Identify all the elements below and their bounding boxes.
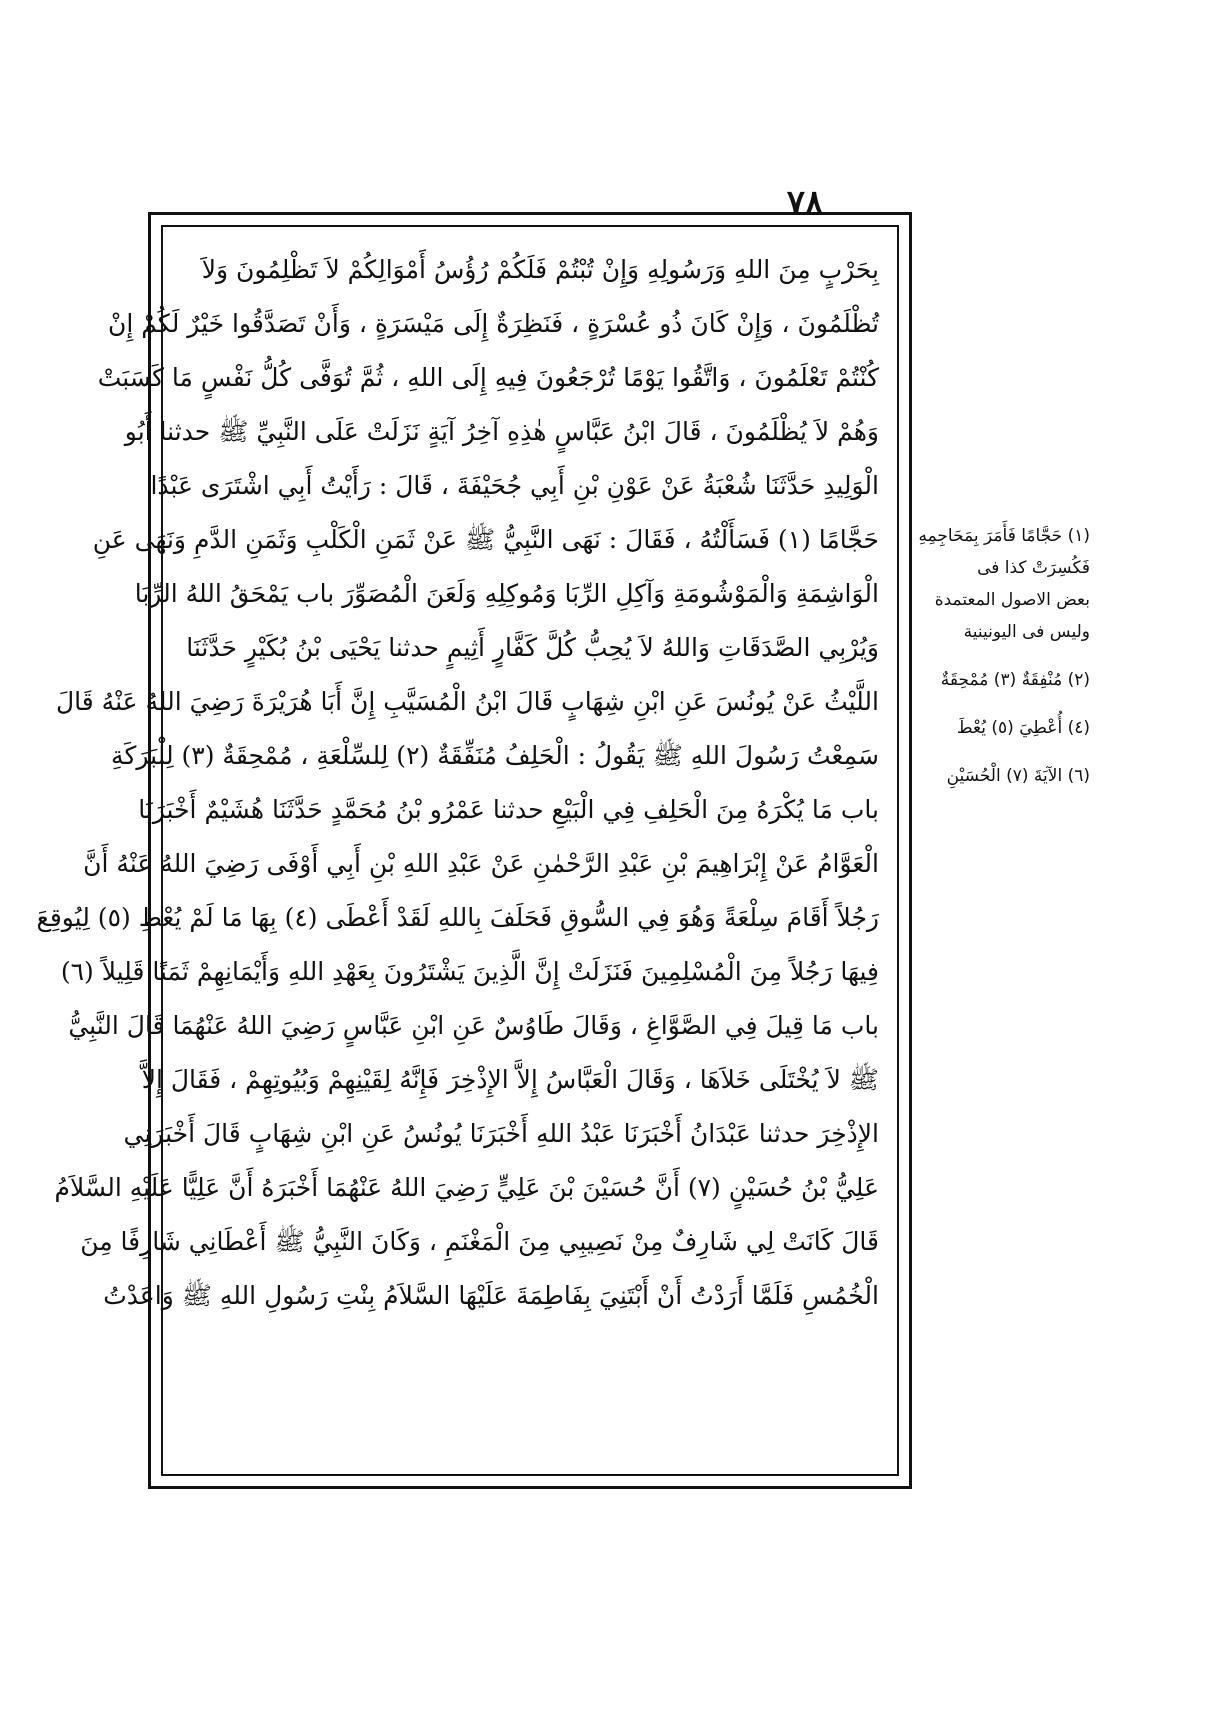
margin-note: بعض الاصول المعتمدة <box>934 590 1090 610</box>
main-text-body <box>36 243 879 1458</box>
inner-frame <box>36 225 899 1476</box>
margin-note: فَكُسِرَتْ كذا فى <box>977 558 1090 578</box>
text-line: الإِذْخِرَ حدثنا عَبْدَانُ أَخْبَرَنَا عَبْدُ اللهِ أَخْبَرَنَا يُونُسُ عَنِ ابْنِ شِهَابٍ قَالَ أَخْبَرَنِي <box>123 1119 879 1148</box>
margin-notes <box>915 520 1090 792</box>
margin-note: (٢) مُنْفِقَةٌ (٣) مُمْحِقَةٌ <box>940 670 1090 690</box>
text-line: الْعَوَّامُ عَنْ إِبْرَاهِيمَ بْنِ عَبْدِ الرَّحْمٰنِ عَنْ عَبْدِ اللهِ بْنِ أَبِي أَوْفَى رَضِيَ اللهُ عَنْهُ أَنَّ <box>83 849 879 878</box>
text-line: اللَّيْثُ عَنْ يُونُسَ عَنِ ابْنِ شِهَابٍ قَالَ ابْنُ الْمُسَيَّبِ إِنَّ أَبَا هُرَيْرَةَ رَضِيَ اللهُ عَنْهُ قَالَ <box>56 687 879 716</box>
text-line: قَالَ كَانَتْ لِي شَارِفٌ مِنْ نَصِيبِي مِنَ الْمَغْنَمِ ، وَكَانَ النَّبِيُّ ﷺ أَعْطَانِي شَارِفًا مِنَ <box>80 1227 879 1256</box>
text-line: سَمِعْتُ رَسُولَ اللهِ ﷺ يَقُولُ : الْحَلِفُ مُنَفِّقَةٌ (٢) لِلسِّلْعَةِ ، مُمْحِقَةٌ (٣) لِلْبَرَكَةِ <box>111 741 879 770</box>
text-line: باب مَا يُكْرَهُ مِنَ الْحَلِفِ فِي الْبَيْعِ حدثنا عَمْرُو بْنُ مُحَمَّدٍ حَدَّثَنَا هُشَيْمٌ أَخْبَرَنَا <box>138 795 879 824</box>
text-line: وَهُمْ لاَ يُظْلَمُونَ ، قَالَ ابْنُ عَبَّاسٍ هٰذِهِ آخِرُ آيَةٍ نَزَلَتْ عَلَى النَّبِيِّ ﷺ حدثنا أَبُو <box>124 417 879 446</box>
text-line: كُنْتُمْ تَعْلَمُونَ ، وَاتَّقُوا يَوْمًا تُرْجَعُونَ فِيهِ إِلَى اللهِ ، ثُمَّ تُوَفَّى كُلُّ نَفْسٍ مَا كَسَبَتْ <box>97 363 879 392</box>
text-line: بِحَرْبٍ مِنَ اللهِ وَرَسُولِهِ وَإِنْ تُبْتُمْ فَلَكُمْ رُؤُسُ أَمْوَالِكُمْ لاَ تَظْلِمُونَ وَلاَ <box>201 255 879 284</box>
text-line: الْوَاشِمَةِ وَالْمَوْشُومَةِ وَآكِلِ الرِّبَا وَمُوكِلِهِ وَلَعَنَ الْمُصَوِّرَ باب يَمْحَقُ اللهُ الرِّبَا <box>134 579 879 608</box>
text-line: الْوَلِيدِ حَدَّثَنَا شُعْبَةُ عَنْ عَوْنِ بْنِ أَبِي جُحَيْفَةَ ، قَالَ : رَأَيْتُ أَبِي اشْتَرَى عَبْدًا <box>150 471 879 500</box>
text-line: فِيهَا رَجُلاً مِنَ الْمُسْلِمِينَ فَنَزَلَتْ إِنَّ الَّذِينَ يَشْتَرُونَ بِعَهْدِ اللهِ وَأَيْمَانِهِمْ ثَمَنًا قَلِيلاً (٦) <box>60 957 879 986</box>
margin-note: (٤) أُعْطِيَ (٥) يُعْطَ <box>956 718 1090 738</box>
text-line: تُظْلَمُونَ ، وَإِنْ كَانَ ذُو عُسْرَةٍ ، فَنَظِرَةٌ إِلَى مَيْسَرَةٍ ، وَأَنْ تَصَدَّقُوا خَيْرٌ لَكُمْ إِنْ <box>108 309 879 338</box>
text-line: حَجَّامًا (١) فَسَأَلْتُهُ ، فَقَالَ : نَهَى النَّبِيُّ ﷺ عَنْ ثَمَنِ الْكَلْبِ وَثَمَنِ الدَّمِ وَنَهَى عَنِ <box>92 525 879 554</box>
text-line: وَيُرْبِي الصَّدَقَاتِ وَاللهُ لاَ يُحِبُّ كُلَّ كَفَّارٍ أَثِيمٍ حدثنا يَحْيَى بْنُ بُكَيْرٍ حَدَّثَنَا <box>186 633 879 662</box>
margin-note: (٦) الآيَةَ (٧) الْحُسَيْنِ <box>946 766 1090 786</box>
text-line: عَلِيُّ بْنُ حُسَيْنٍ (٧) أَنَّ حُسَيْنَ بْنَ عَلِيٍّ رَضِيَ اللهُ عَنْهُمَا أَخْبَرَهُ أَنَّ عَلِيًّا عَلَيْهِ السَّلاَمُ <box>54 1173 879 1202</box>
page-number: ٧٨ <box>786 183 824 223</box>
text-frame <box>36 212 912 1489</box>
text-line: ﷺ لاَ يُخْتَلَى خَلاَهَا ، وَقَالَ الْعَبَّاسُ إِلاَّ الإِذْخِرَ فَإِنَّهُ لِقَيْنِهِمْ وَبُيُوتِهِمْ ، فَقَالَ إِلاَّ <box>141 1065 879 1094</box>
text-line: الْخُمُسِ فَلَمَّا أَرَدْتُ أَنْ أَبْتَنِيَ بِفَاطِمَةَ عَلَيْهَا السَّلاَمُ بِنْتِ رَسُولِ اللهِ ﷺ وَاعَدْتُ <box>103 1281 879 1310</box>
margin-note: وليس فى اليونينية <box>963 622 1090 642</box>
text-line: باب مَا قِيلَ فِي الصَّوَّاغِ ، وَقَالَ طَاوُسٌ عَنِ ابْنِ عَبَّاسٍ رَضِيَ اللهُ عَنْهُمَا قَالَ النَّبِيُّ <box>68 1011 879 1040</box>
margin-note: (١) حَجَّامًا فَأَمَرَ بِمَحَاجِمِهِ <box>918 526 1090 546</box>
text-line: رَجُلاً أَقَامَ سِلْعَةً وَهُوَ فِي السُّوقِ فَحَلَفَ بِاللهِ لَقَدْ أَعْطَى (٤) بِهَا مَا لَمْ يُعْطِ (٥) لِيُوقِعَ <box>36 903 879 932</box>
